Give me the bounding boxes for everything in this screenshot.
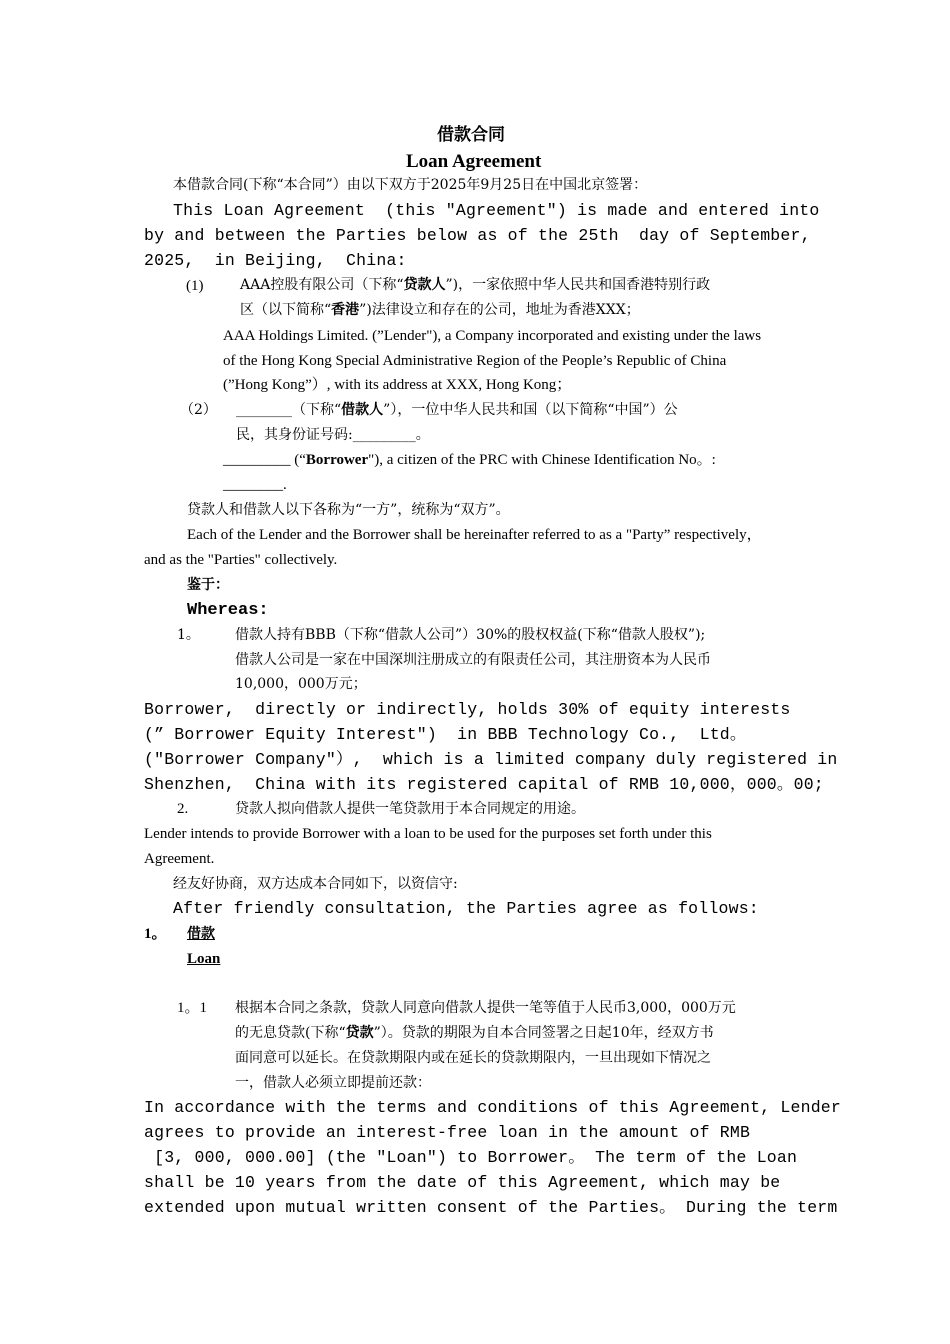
clause11-english-line: In accordance with the terms and conditions of this Agreement, Lender bbox=[144, 1098, 842, 1117]
party-definition-chinese: 贷款人和借款人以下各称为“一方”，统称为“双方”。 bbox=[187, 502, 510, 518]
clause11-chinese-line: 面同意可以延长。在贷款期限内或在延长的贷款期限内，一旦出现如下情况之 bbox=[235, 1050, 711, 1066]
party1-number: (1) bbox=[186, 278, 204, 294]
defined-term: 贷款 bbox=[345, 1025, 374, 1041]
whereas-english: Whereas: bbox=[187, 601, 269, 620]
agreement-intro-english: After friendly consultation, the Parties agree as follows: bbox=[173, 899, 759, 918]
defined-term: 香港 bbox=[331, 302, 360, 318]
intro-english-line: 2025, in Beijing, China: bbox=[144, 251, 407, 270]
clause11-english-line: extended upon mutual written consent of the Parties。 During the term bbox=[144, 1198, 838, 1217]
clause11-chinese-line: 一，借款人必须立即提前还款： bbox=[235, 1075, 431, 1091]
recital1-chinese-line: 10,000，000万元； bbox=[235, 676, 367, 692]
defined-term: 借款人 bbox=[341, 402, 384, 418]
whereas-chinese: 鉴于： bbox=[187, 577, 229, 593]
section1-number: 1。 bbox=[144, 926, 167, 942]
clause11-number: 1。1 bbox=[177, 1000, 208, 1016]
party1-chinese-line1: AAA控股有限公司（下称“贷款人”)，一家依照中华人民共和国香港特别行政 bbox=[240, 277, 711, 293]
party1-english-line: of the Hong Kong Special Administrative Region of the People’s Republic of China bbox=[223, 353, 727, 369]
title-chinese: 借款合同 bbox=[437, 125, 505, 145]
intro-english-line: This Loan Agreement (this "Agreement") is made and entered into bbox=[173, 201, 820, 220]
party1-english-line: AAA Holdings Limited. (”Lender"), a Company incorporated and existing under the laws bbox=[223, 328, 762, 344]
title-english: Loan Agreement bbox=[406, 151, 542, 172]
section1-title-english: Loan bbox=[187, 951, 221, 967]
party2-english-line1: _________ (“Borrower"), a citizen of the PRC with Chinese Identification No。: bbox=[223, 452, 716, 468]
recital2-english-line: Lender intends to provide Borrower with a loan to be used for the purposes set forth under this bbox=[144, 826, 712, 842]
recital2-chinese: 贷款人拟向借款人提供一笔贷款用于本合同规定的用途。 bbox=[235, 801, 585, 817]
party1-english-line: (”Hong Kong”）, with its address at XXX, Hong Kong； bbox=[223, 377, 572, 393]
recital2-english-line: Agreement. bbox=[144, 851, 215, 867]
recital1-english-line: (” Borrower Equity Interest") in BBB Technology Co., Ltd。 bbox=[144, 725, 747, 744]
clause11-english-line: [3, 000, 000.00] (the "Loan") to Borrower。 The term of the Loan bbox=[144, 1148, 798, 1167]
section1-title-chinese: 借款 bbox=[187, 926, 215, 942]
defined-term: 贷款人 bbox=[403, 277, 446, 293]
agreement-intro-chinese: 经友好协商，双方达成本合同如下，以资信守: bbox=[173, 876, 458, 892]
intro-chinese: 本借款合同(下称“本合同”）由以下双方于2025年9月25日在中国北京签署： bbox=[173, 177, 648, 193]
clause11-chinese-line: 根据本合同之条款，贷款人同意向借款人提供一笔等值于人民币3,000，000万元 bbox=[235, 1000, 736, 1016]
clause11-english-line: shall be 10 years from the date of this Agreement, which may be bbox=[144, 1173, 781, 1192]
intro-english-line: by and between the Parties below as of the 25th day of September, bbox=[144, 226, 811, 245]
recital1-english-line: Shenzhen, China with its registered capital of RMB 10,000，000。00; bbox=[144, 775, 824, 794]
party2-number: （2） bbox=[180, 402, 217, 418]
clause11-english-line: agrees to provide an interest-free loan in the amount of RMB bbox=[144, 1123, 751, 1142]
recital1-number: 1。 bbox=[177, 627, 200, 643]
recital1-english-line: ("Borrower Company"）, which is a limited company duly registered in bbox=[144, 750, 838, 769]
defined-term: Borrower bbox=[305, 452, 369, 468]
party2-english-line2: ________. bbox=[223, 477, 287, 493]
party-definition-english: and as the "Parties" collectively. bbox=[144, 552, 338, 568]
party2-chinese-line1: ________（下称“借款人”），一位中华人民共和国（以下简称“中国”）公 bbox=[236, 402, 678, 418]
recital1-chinese-line: 借款人公司是一家在中国深圳注册成立的有限责任公司，其注册资本为人民币 bbox=[235, 652, 711, 668]
party-definition-english: Each of the Lender and the Borrower shall be hereinafter referred to as a "Party” respectively， bbox=[187, 527, 762, 543]
party2-chinese-line2: 民，其身份证号码:_________。 bbox=[236, 427, 430, 443]
recital1-english-line: Borrower, directly or indirectly, holds 30% of equity interests bbox=[144, 700, 791, 719]
clause11-chinese-line: 的无息贷款(下称“贷款”）。贷款的期限为自本合同签署之日起10年，经双方书 bbox=[235, 1025, 714, 1041]
recital2-number: 2. bbox=[177, 801, 189, 817]
recital1-chinese-line: 借款人持有BBB（下称“借款人公司”）30%的股权权益(下称“借款人股权”); bbox=[235, 627, 706, 643]
party1-chinese-line2: 区（以下简称“香港”)法律设立和存在的公司，地址为香港XXX； bbox=[240, 302, 640, 318]
